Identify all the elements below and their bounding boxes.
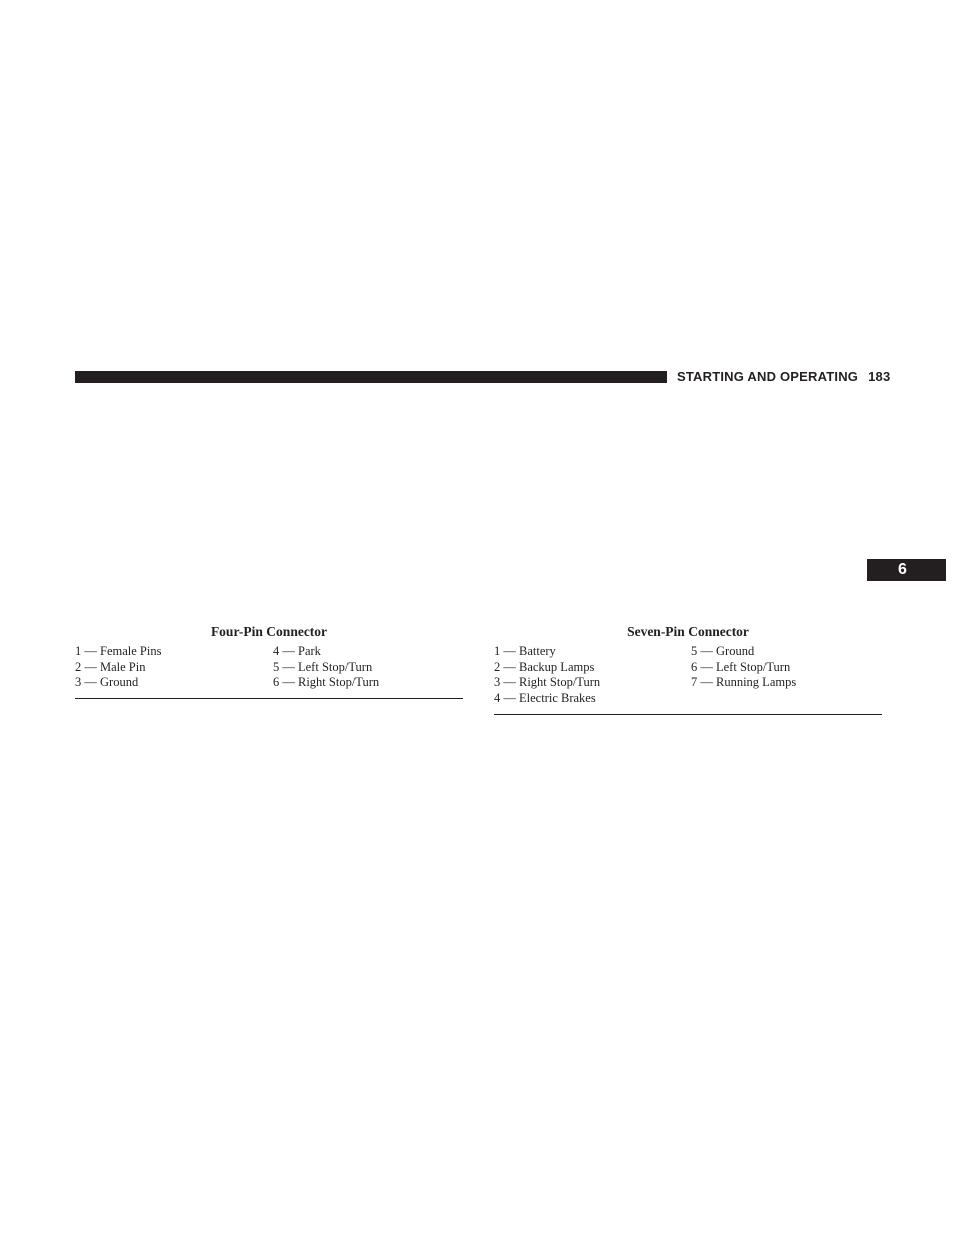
legend-item: 3 — Right Stop/Turn [494,675,601,690]
legend-item: 1 — Female Pins [75,644,162,658]
legend-item: 6 — Left Stop/Turn [691,659,791,674]
seven-pin-legend [494,644,882,708]
legend-item: 1 — Battery [494,644,556,658]
seven-pin-title: Seven-Pin Connector [627,624,749,639]
legend-item: 5 — Ground [691,644,755,658]
four-pin-title: Four-Pin Connector [210,624,328,639]
seven-pin-legend-right [691,644,796,691]
section-title: STARTING AND OPERATING [677,369,859,384]
four-pin-legend-right [273,644,379,691]
legend-item: 2 — Backup Lamps [494,659,595,674]
four-pin-legend-left [75,644,161,691]
legend-item: 4 — Park [273,644,321,658]
legend-item: 6 — Right Stop/Turn [273,675,380,690]
legend-item: 3 — Ground [75,675,139,690]
four-pin-legend [75,644,463,692]
legend-item: 4 — Electric Brakes [494,691,596,706]
header-rule-bar [75,371,667,383]
seven-pin-rule [494,714,882,715]
legend-item: 2 — Male Pin [75,659,146,674]
legend-item: 5 — Left Stop/Turn [273,659,373,674]
chapter-tab [867,559,946,581]
seven-pin-caption [494,622,882,708]
running-header [677,369,890,384]
page-number: 183 [868,369,891,384]
seven-pin-legend-left [494,644,600,707]
four-pin-caption [75,622,463,692]
chapter-number: 6 [898,561,907,578]
four-pin-rule [75,698,463,699]
legend-item: 7 — Running Lamps [691,675,797,690]
